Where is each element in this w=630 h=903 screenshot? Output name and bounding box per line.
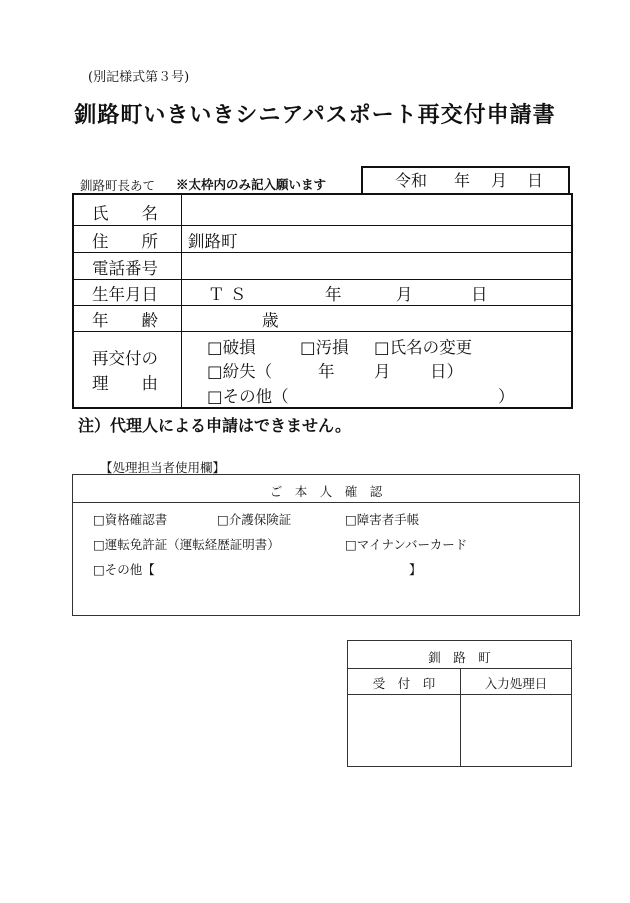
lost-year-label: 年 [318, 362, 335, 381]
name-label: 氏 名 [92, 204, 158, 223]
doc-other-checkbox[interactable]: □その他【 [93, 562, 155, 577]
birth-date-field[interactable] [182, 280, 573, 305]
office-heading: 釧 路 町 [428, 650, 491, 665]
address-label: 住 所 [92, 232, 158, 251]
reason-field [182, 332, 573, 409]
date-era: 令和 [395, 171, 428, 190]
reason-damaged-checkbox[interactable]: □破損 [207, 338, 256, 357]
date-month-label: 月 [491, 171, 508, 190]
address-prefix: 釧路町 [188, 232, 238, 251]
birth-month-label: 月 [396, 285, 413, 304]
lost-month-label: 月 [374, 362, 391, 381]
document-title: 釧路町いきいきシニアパスポート再交付申請書 [74, 102, 556, 128]
phone-field[interactable] [182, 253, 573, 279]
age-field[interactable] [182, 306, 573, 331]
name-field[interactable] [182, 195, 573, 225]
addressee: 釧路町長あて [80, 178, 156, 193]
doc-disability-checkbox[interactable]: □障害者手帳 [345, 512, 420, 527]
birth-year-label: 年 [325, 285, 342, 304]
age-label: 年 齢 [92, 311, 158, 330]
reason-other-close: ） [498, 387, 515, 406]
staff-use-box [72, 474, 580, 616]
office-use-box [347, 640, 572, 767]
heading-divider [73, 502, 579, 503]
application-form-table [72, 193, 573, 409]
proxy-note: 注）代理人による申請はできません。 [78, 416, 351, 435]
phone-label: 電話番号 [92, 259, 158, 278]
birth-date-label: 生年月日 [92, 285, 158, 304]
reason-other-checkbox[interactable]: □その他（ [207, 387, 289, 406]
lost-day-label: 日） [430, 362, 463, 381]
application-date-box[interactable] [361, 166, 570, 193]
staff-section-label: 【処理担当者使用欄】 [100, 460, 226, 475]
birth-day-label: 日 [471, 285, 488, 304]
reason-label-line1: 再交付の [92, 349, 158, 368]
form-number: (別記様式第３号) [88, 70, 190, 85]
identity-check-heading: ご 本 人 確 認 [269, 484, 383, 499]
reason-lost-checkbox[interactable]: □紛失（ [207, 362, 273, 381]
input-date-area [461, 695, 571, 766]
doc-qualification-checkbox[interactable]: □資格確認書 [93, 512, 168, 527]
input-date-label: 入力処理日 [484, 676, 548, 691]
fill-note: ※太枠内のみ記入願います [176, 177, 327, 192]
doc-driver-license-checkbox[interactable]: □運転免許証（運転経歴証明書） [93, 537, 280, 552]
date-day-label: 日 [527, 171, 544, 190]
reason-soiled-checkbox[interactable]: □汚損 [300, 338, 349, 357]
reason-name-change-checkbox[interactable]: □氏名の変更 [374, 338, 473, 357]
reception-stamp-area [348, 695, 460, 766]
age-unit: 歳 [262, 311, 279, 330]
doc-care-insurance-checkbox[interactable]: □介護保険証 [217, 512, 292, 527]
doc-my-number-checkbox[interactable]: □マイナンバーカード [345, 537, 468, 552]
date-year-label: 年 [454, 171, 471, 190]
address-field[interactable] [182, 226, 573, 252]
reason-label-line2: 理 由 [92, 374, 158, 393]
doc-other-close: 】 [409, 562, 422, 577]
birth-era-options: Ｔ Ｓ [208, 285, 247, 304]
reception-stamp-label: 受 付 印 [372, 676, 436, 691]
